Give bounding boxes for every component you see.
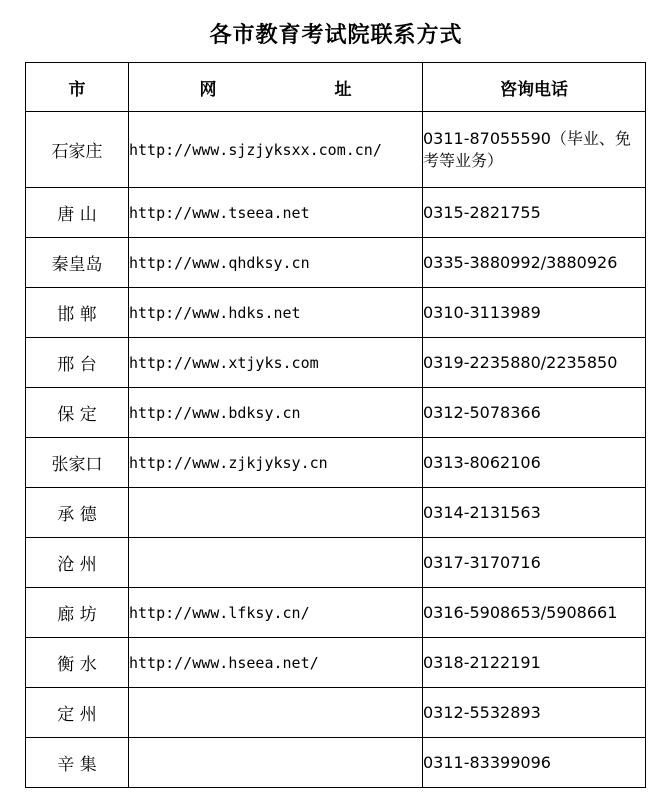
city-cell: 定 州	[26, 688, 129, 738]
city-cell: 石家庄	[26, 112, 129, 188]
page-title: 各市教育考试院联系方式	[209, 22, 463, 48]
website-link[interactable]: http://www.hdks.net	[129, 288, 423, 338]
website-link[interactable]: http://www.tseea.net	[129, 188, 423, 238]
table-row	[26, 688, 646, 738]
table-row	[26, 238, 646, 288]
table-row	[26, 188, 646, 238]
table-row	[26, 388, 646, 438]
table-row	[26, 738, 646, 788]
city-cell: 保 定	[26, 388, 129, 438]
header-site	[129, 63, 423, 112]
website-link[interactable]: http://www.zjkjyksy.cn	[129, 438, 423, 488]
phone-cell: 0311-83399096	[423, 738, 646, 788]
table-row	[26, 288, 646, 338]
phone-cell: 0310-3113989	[423, 288, 646, 338]
website-cell-empty	[129, 688, 423, 738]
phone-cell: 0319-2235880/2235850	[423, 338, 646, 388]
website-cell-empty	[129, 738, 423, 788]
table-row	[26, 638, 646, 688]
website-link[interactable]: http://www.bdksy.cn	[129, 388, 423, 438]
city-cell: 廊 坊	[26, 588, 129, 638]
table-row	[26, 112, 646, 188]
phone-cell: 0315-2821755	[423, 188, 646, 238]
city-cell: 衡 水	[26, 638, 129, 688]
phone-cell: 0316-5908653/5908661	[423, 588, 646, 638]
phone-cell: 0318-2122191	[423, 638, 646, 688]
website-link[interactable]: http://www.hseea.net/	[129, 638, 423, 688]
website-link[interactable]: http://www.lfksy.cn/	[129, 588, 423, 638]
city-cell: 邢 台	[26, 338, 129, 388]
website-link[interactable]: http://www.sjzjyksxx.com.cn/	[129, 112, 423, 188]
city-cell: 辛 集	[26, 738, 129, 788]
table-row	[26, 338, 646, 388]
phone-cell: 0312-5532893	[423, 688, 646, 738]
header-site-label: 网 址	[199, 79, 408, 100]
contacts-table	[25, 62, 646, 788]
header-phone: 咨询电话	[423, 63, 646, 112]
phone-cell: 0312-5078366	[423, 388, 646, 438]
city-cell: 邯 郸	[26, 288, 129, 338]
city-cell: 张家口	[26, 438, 129, 488]
table-row	[26, 488, 646, 538]
header-city: 市	[26, 63, 129, 112]
phone-cell: 0313-8062106	[423, 438, 646, 488]
phone-cell: 0314-2131563	[423, 488, 646, 538]
table-row	[26, 538, 646, 588]
website-link[interactable]: http://www.qhdksy.cn	[129, 238, 423, 288]
website-cell-empty	[129, 488, 423, 538]
city-cell: 秦皇岛	[26, 238, 129, 288]
phone-cell: 0317-3170716	[423, 538, 646, 588]
table-header-row	[26, 63, 646, 112]
phone-cell: 0335-3880992/3880926	[423, 238, 646, 288]
phone-cell: 0311-87055590（毕业、免考等业务）	[423, 112, 646, 188]
website-link[interactable]: http://www.xtjyks.com	[129, 338, 423, 388]
city-cell: 承 德	[26, 488, 129, 538]
table-row	[26, 588, 646, 638]
website-cell-empty	[129, 538, 423, 588]
city-cell: 沧 州	[26, 538, 129, 588]
city-cell: 唐 山	[26, 188, 129, 238]
table-row	[26, 438, 646, 488]
